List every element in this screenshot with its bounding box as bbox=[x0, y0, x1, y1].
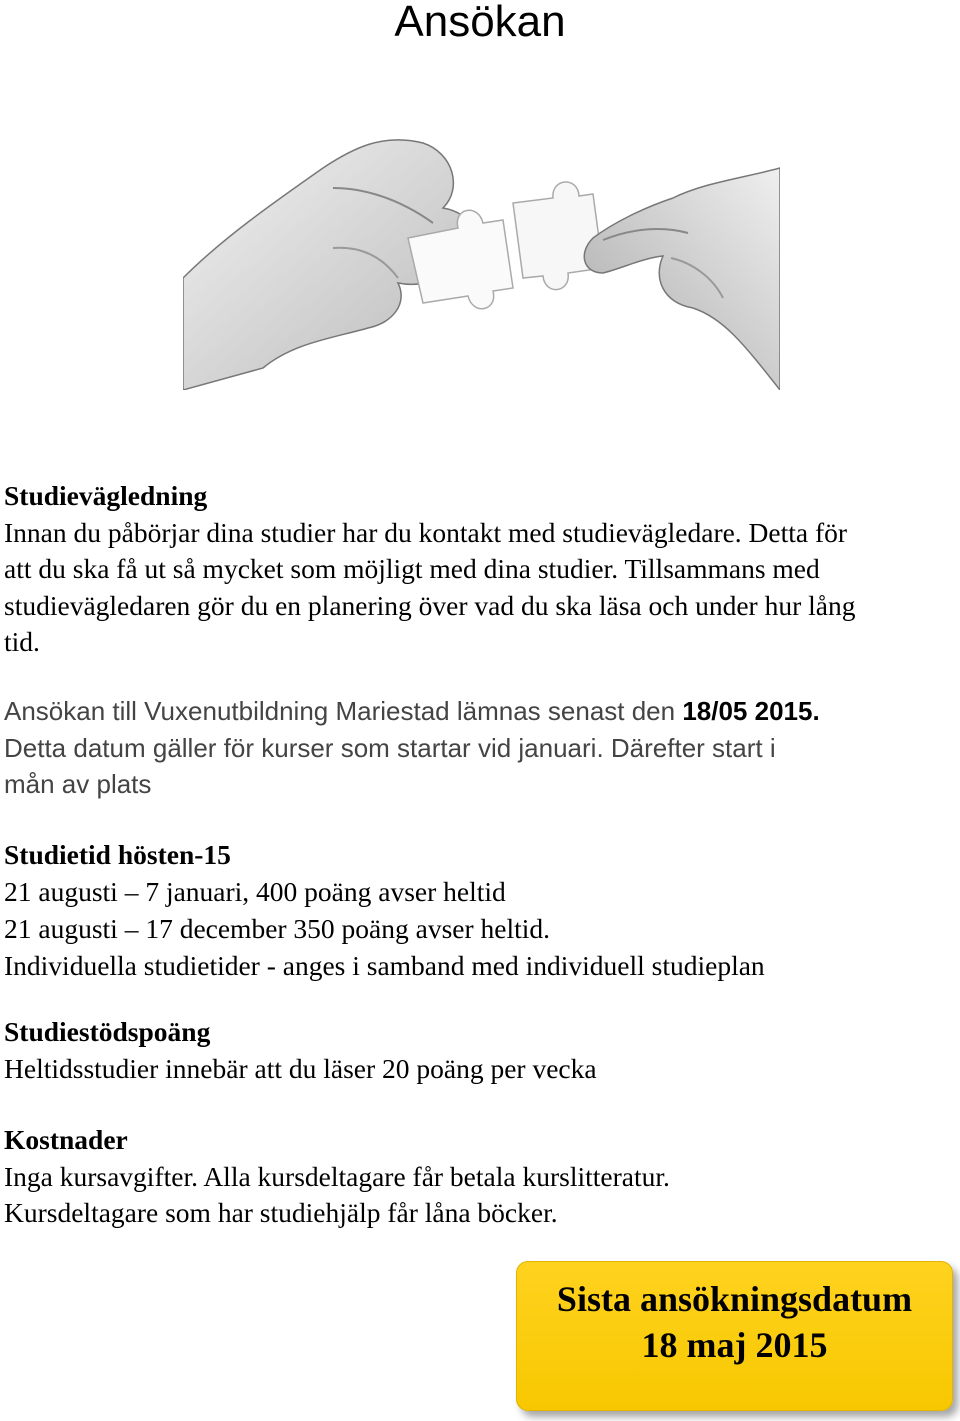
paragraph-line: 21 augusti – 7 januari, 400 poäng avser heltid bbox=[4, 876, 506, 907]
section-heading: Studievägledning bbox=[4, 480, 208, 511]
paragraph-line: Innan du påbörjar dina studier har du kontakt med studievägledare. Detta för bbox=[4, 516, 848, 548]
deadline-date: 18/05 2015. bbox=[682, 696, 820, 726]
paragraph-line: Heltidsstudier innebär att du läser 20 poäng per vecka bbox=[4, 1052, 597, 1084]
studietid-section bbox=[4, 836, 954, 984]
deadline-line bbox=[4, 693, 954, 730]
kostnader-section bbox=[4, 1122, 954, 1232]
ansokan-info-section bbox=[4, 693, 954, 803]
page-title: Ansökan bbox=[394, 0, 566, 46]
studievagledning-section bbox=[4, 478, 954, 661]
right-hand bbox=[584, 168, 780, 390]
deadline-prefix: Ansökan till Vuxenutbildning Mariestad lämnas senast den bbox=[4, 696, 683, 726]
paragraph-line: Kursdeltagare som har studiehjälp får låna böcker. bbox=[4, 1197, 558, 1228]
paragraph-line: studievägledaren gör du en planering över vad du ska läsa och under hur lång bbox=[4, 589, 856, 621]
callout-line-2: 18 maj 2015 bbox=[641, 1325, 828, 1365]
paragraph-line: tid. bbox=[4, 626, 40, 657]
paragraph-line: Individuella studietider - anges i samband med individuell studieplan bbox=[4, 950, 765, 981]
paragraph-line: 21 augusti – 17 december 350 poäng avser heltid. bbox=[4, 913, 551, 944]
paragraph-line: Inga kursavgifter. Alla kursdeltagare får betala kurslitteratur. bbox=[4, 1160, 670, 1192]
section-heading: Studietid hösten-15 bbox=[4, 839, 231, 870]
callout-line-1: Sista ansökningsdatum bbox=[556, 1279, 913, 1319]
paragraph-line: Detta datum gäller för kurser som startar vid januari. Därefter start i bbox=[4, 732, 776, 763]
right-puzzle-piece bbox=[513, 182, 603, 290]
paragraph-line: att du ska få ut så mycket som möjligt med dina studier. Tillsammans med bbox=[4, 553, 820, 584]
hands-puzzle-image bbox=[183, 128, 780, 390]
studiestodspoang-section bbox=[4, 1014, 954, 1087]
deadline-callout bbox=[516, 1261, 953, 1411]
paragraph-line: mån av plats bbox=[4, 769, 152, 799]
section-heading: Kostnader bbox=[4, 1124, 128, 1155]
section-heading: Studiestödspoäng bbox=[4, 1016, 211, 1047]
